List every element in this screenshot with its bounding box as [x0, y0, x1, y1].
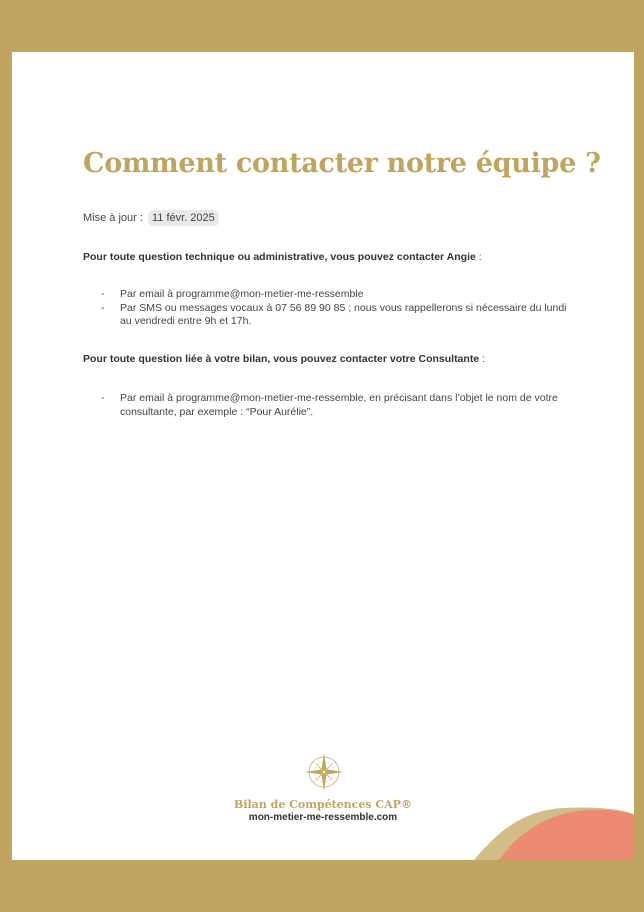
corner-decoration — [474, 790, 634, 860]
last-updated — [83, 210, 219, 226]
brand-name: Bilan de Compétences CAP® — [234, 798, 412, 811]
list-marker: - — [101, 301, 105, 314]
list-item-text: Par email à programme@mon-metier-me-ressemble — [120, 288, 364, 300]
list-item-text: Par SMS ou messages vocaux à 07 56 89 90 85 ; nous vous rappellerons si nécessaire du lundi au vendredi entre 9h et 17h. — [120, 301, 567, 327]
list-item-text: Par email à programme@mon-metier-me-ressemble, en précisant dans l’objet le nom de votre consultante, par exemple : “Pour Aurélie”. — [120, 392, 558, 418]
updated-label: Mise à jour : — [83, 212, 143, 224]
list-item — [83, 288, 573, 302]
section-heading-technical-bold: Pour toute question technique ou administrative, vous pouvez contacter Angie — [83, 251, 476, 263]
list-item — [83, 302, 573, 329]
page-title: Comment contacter notre équipe ? — [83, 148, 601, 179]
consultant-contact-list — [83, 392, 573, 419]
document-page — [12, 52, 634, 860]
list-marker: - — [101, 392, 105, 404]
section-heading-bilan-suffix: : — [479, 353, 485, 365]
section-heading-bilan — [83, 353, 485, 365]
compass-rose-icon — [304, 752, 344, 792]
website-link[interactable]: mon-metier-me-ressemble.com — [248, 812, 398, 823]
date-chip[interactable]: 11 févr. 2025 — [148, 210, 219, 226]
technical-contact-list — [83, 288, 573, 329]
list-marker: - — [101, 288, 105, 300]
section-heading-technical — [83, 251, 482, 263]
section-heading-technical-suffix: : — [475, 251, 482, 263]
list-item — [83, 392, 573, 419]
section-heading-bilan-bold: Pour toute question liée à votre bilan, vous pouvez contacter votre Consultante — [83, 353, 480, 365]
